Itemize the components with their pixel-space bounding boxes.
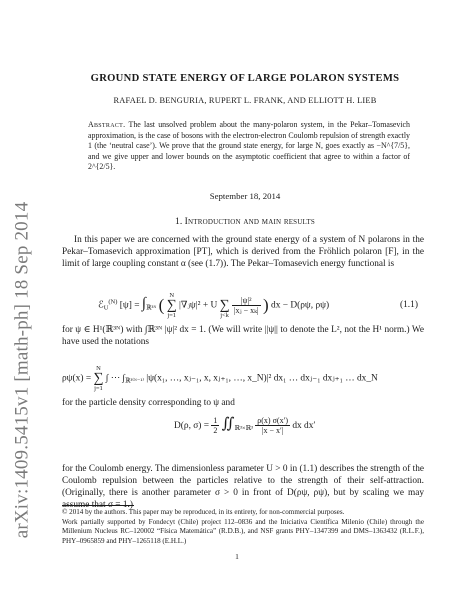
eq3-fraction bbox=[255, 416, 290, 435]
eq1-lhs: ℰ bbox=[98, 300, 104, 311]
equation-energy-functional bbox=[98, 292, 329, 319]
page-number: 1 bbox=[235, 552, 239, 561]
eq1-sum2 bbox=[220, 292, 230, 319]
footnote-rule bbox=[62, 505, 134, 506]
eq1-sum bbox=[167, 292, 177, 319]
abstract-text: The last unsolved problem about the many-polaron system, in the Pekar–Tomasevich approximation, is the case of bosons with the electron-electron Coulomb repulsion of strength exactly 1 (the ‘neutral case’). We prove that the ground state energy, for large N, goes exactly as −N^{7/5}, and we give upper and lower bounds on the asymptotic coefficient that agree to within a factor of 2^{2/5}. bbox=[88, 120, 410, 172]
sum-sign: ∑ bbox=[219, 298, 230, 313]
paragraph-norm: for ψ ∈ H¹(ℝ³ᴺ) with ∫ℝ³ᴺ |ψ|² dx = 1. (We will write ||ψ|| to denote the L², not the H¹ norm.) We have used the notations bbox=[62, 325, 424, 348]
eq2-sum bbox=[93, 365, 103, 392]
eq3-tail: dx dx′ bbox=[292, 421, 316, 431]
footnote-funding: Work partially supported by Fondecyt (Chile) project 112–0836 and the Iniciativa Científica Milenio (Chile) through the Millenium Nucleus RC–120002 “Física Matemática” (R.D.B.), and NSF grants PHY–1347399 and DMS–1363432 (R.L.F.), PHY–0965859 and PHY–1265118 (E.H.L.) bbox=[62, 517, 424, 545]
sum-sign: ∑ bbox=[93, 371, 104, 386]
eq1-term1: |∇ⱼψ|² + U bbox=[179, 300, 218, 311]
eq2-integrand: |ψ(x₁, …, xⱼ₋₁, x, xⱼ₊₁, …, x_N)|² dx₁ … dxⱼ₋₁ dxⱼ₊₁ … dx_N bbox=[146, 373, 378, 384]
integral-sign: ∫ bbox=[141, 295, 146, 312]
equation-coulomb bbox=[174, 414, 315, 435]
eq3-frac-den: |x − x′| bbox=[261, 426, 284, 436]
arxiv-stamp-text: arXiv:1409.5415v1 [math-ph] 18 Sep 2014 bbox=[11, 201, 32, 539]
paper-date: September 18, 2014 bbox=[209, 191, 281, 201]
section-heading bbox=[60, 216, 430, 227]
abstract-label: Abstract. bbox=[88, 120, 126, 129]
arxiv-identifier-stamp bbox=[8, 150, 36, 590]
paragraph-coulomb: for the Coulomb energy. The dimensionless parameter U > 0 in (1.1) describes the strength of the Coulomb repulsion between the particles relative to the strength of their self-attraction. (Originally, there is another parameter σ > 0 in front of D(ρψ, ρψ), but by scaling we may assume that σ = 1.) bbox=[62, 464, 424, 511]
eq3-frac-num: ρ(x) σ(x′) bbox=[257, 416, 288, 426]
eq1-sum-bottom: j=1 bbox=[167, 312, 177, 319]
paren-open: ( bbox=[158, 295, 165, 315]
paper-authors: RAFAEL D. BENGURIA, RUPERT L. FRANK, AND ELLIOTT H. LIEB bbox=[113, 96, 377, 105]
eq3-half-num: 1 bbox=[213, 416, 218, 426]
eq3-half bbox=[211, 416, 219, 435]
sum-sign: ∑ bbox=[166, 298, 177, 313]
eq3-half-den: 2 bbox=[213, 426, 218, 436]
eq1-frac-den: |xⱼ − xₖ| bbox=[233, 306, 259, 315]
equation-density bbox=[62, 365, 378, 392]
eq1-sum2-bottom: j<k bbox=[220, 312, 229, 319]
eq1-lhs-sub: U bbox=[103, 304, 109, 312]
eq2-lhs: ρψ(x) = bbox=[62, 373, 92, 384]
eq1-lhs-sup: (N) bbox=[108, 298, 118, 306]
eq1-tail: dx − D(ρψ, ρψ) bbox=[271, 300, 330, 311]
equation-number-1-1: (1.1) bbox=[400, 300, 418, 310]
eq2-domain: ℝ³⁽ᴺ⁻¹⁾ bbox=[124, 377, 144, 385]
paper-title: GROUND STATE ENERGY OF LARGE POLARON SYSTEMS bbox=[90, 73, 400, 84]
paragraph-intro: In this paper we are concerned with the ground state energy of a system of N polarons in the Pekar–Tomasevich approximation [PT], which is derived from the Fröhlich polaron [F], in the limit of large coupling constant α (see (1.7)). The Pekar–Tomasevich energy functional is bbox=[62, 235, 424, 270]
eq2-sum-top: N bbox=[96, 365, 101, 372]
eq3-domain: ℝ³×ℝ³ bbox=[234, 425, 253, 432]
eq1-domain: ℝ³ᴺ bbox=[145, 304, 157, 312]
paren-close: ) bbox=[262, 295, 269, 315]
footnotes bbox=[62, 508, 424, 546]
eq1-fraction bbox=[232, 296, 261, 315]
eq2-body: ∫ ⋯ ∫ bbox=[105, 373, 125, 384]
double-integral-sign: ∬ bbox=[221, 416, 235, 432]
eq1-sum-top: N bbox=[169, 292, 175, 299]
paragraph-density: for the particle density corresponding to ψ and bbox=[62, 398, 235, 408]
section-number: 1. bbox=[175, 216, 183, 227]
section-title: Introduction and main results bbox=[184, 216, 315, 227]
eq1-arg: [ψ] = bbox=[119, 300, 140, 311]
abstract bbox=[88, 120, 410, 173]
eq3-lhs: D(ρ, σ) = bbox=[174, 421, 210, 431]
eq1-frac-num: |ψ|² bbox=[232, 296, 261, 306]
footnote-copyright: © 2014 by the authors. This paper may be reproduced, in its entirety, for non-commercial purposes. bbox=[62, 508, 345, 516]
eq2-sum-bottom: j=1 bbox=[94, 385, 103, 392]
